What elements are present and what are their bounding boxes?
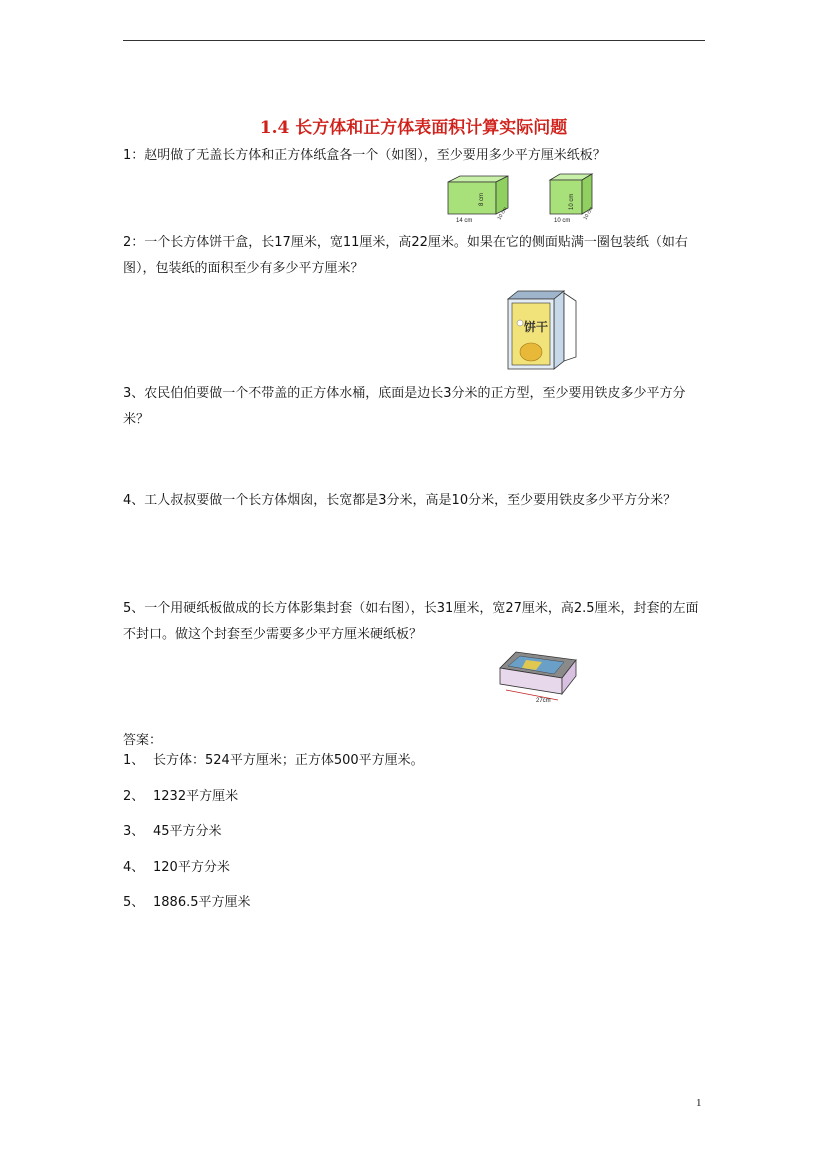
answer-1-number: 1、 (123, 753, 145, 768)
answer-2-text: 1232平方厘米 (153, 789, 239, 804)
cube-length-label: 10 cm (554, 218, 571, 224)
answer-5 (123, 893, 251, 913)
cuboid-box-figure (436, 172, 518, 224)
answer-1-text: 长方体：524平方厘米；正方体500平方厘米。 (153, 753, 424, 768)
question-5: 5、一个用硬纸板做成的长方体影集封套（如右图），长31厘米，宽27厘米，高2.5厘米，封套的左面不封口。做这个封套至少需要多少平方厘米硬纸板？ (123, 601, 699, 642)
cube-height-label: 10 cm (569, 193, 575, 210)
answer-4-text: 120平方分米 (153, 860, 230, 875)
cube-box-figure (546, 172, 608, 224)
answer-3-number: 3、 (123, 824, 145, 839)
answer-4-number: 4、 (123, 860, 145, 875)
cuboid-length-label: 14 cm (456, 218, 473, 224)
answer-5-text: 1886.5平方厘米 (153, 895, 251, 910)
header-rule (123, 40, 705, 41)
answer-2 (123, 787, 238, 807)
page-number: 1 (696, 1097, 702, 1109)
answer-3 (123, 822, 222, 842)
answer-2-number: 2、 (123, 789, 145, 804)
question-3: 3、农民伯伯要做一个不带盖的正方体水桶，底面是边长3分米的正方型，至少要用铁皮多少平方分米？ (123, 386, 686, 427)
album-width-label: 27cm (536, 698, 551, 704)
cube-width-label: 10 cm (582, 206, 595, 221)
question-1: 1：赵明做了无盖长方体和正方体纸盒各一个（如图），至少要用多少平方厘米纸板？ (123, 148, 606, 163)
cuboid-height-label: 8 cm (479, 192, 485, 206)
biscuit-box-label: 饼干 (524, 320, 549, 334)
answer-4 (123, 858, 230, 878)
answer-3-text: 45平方分米 (153, 824, 222, 839)
question-4: 4、工人叔叔要做一个长方体烟囱，长宽都是3分米，高是10分米，至少要用铁皮多少平方分米？ (123, 493, 677, 508)
biscuit-box-figure (504, 289, 580, 371)
question-2: 2：一个长方体饼干盒，长17厘米，宽11厘米，高22厘米。如果在它的侧面贴满一圈包装纸（如右图），包装纸的面积至少有多少平方厘米？ (123, 235, 688, 276)
answer-5-number: 5、 (123, 895, 145, 910)
cuboid-width-label: 10 cm (496, 206, 509, 221)
page-title: 1.4 长方体和正方体表面积计算实际问题 (259, 118, 568, 138)
album-box-figure (496, 646, 582, 706)
answer-1 (123, 751, 424, 771)
answers-heading: 答案： (123, 733, 163, 748)
